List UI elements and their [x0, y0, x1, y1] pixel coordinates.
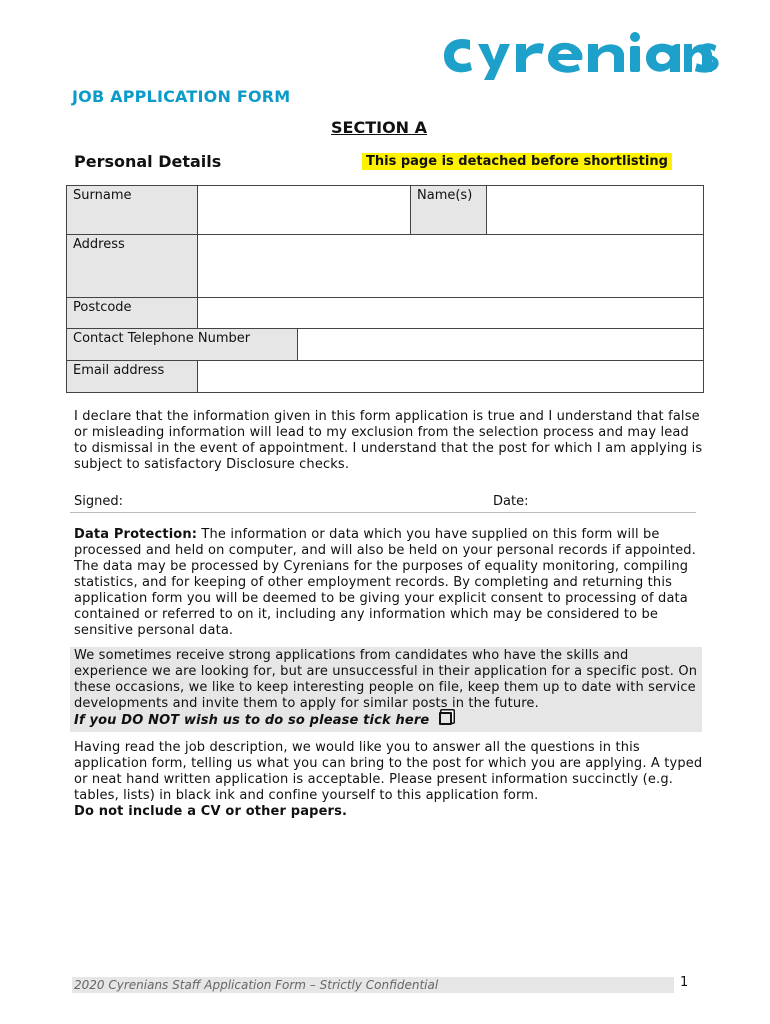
personal-details-heading: Personal Details — [74, 152, 222, 171]
strong-applications-text: We sometimes receive strong applications from candidates who have the skills and experience we are looking for, but are unsuccessful in their application for a specific post. On these occasions, we like to keep interesting people on file, keep them up to date with service developments and invite them to apply for similar posts in the future. — [74, 648, 698, 711]
surname-field[interactable] — [198, 186, 411, 235]
date-label: Date: — [493, 494, 529, 509]
section-title: SECTION A — [331, 118, 428, 137]
strong-applications-section — [74, 648, 702, 729]
postcode-label: Postcode — [67, 298, 198, 329]
email-label: Email address — [67, 361, 198, 392]
phone-field[interactable] — [298, 329, 703, 361]
instructions-section — [74, 740, 704, 820]
address-label: Address — [67, 235, 198, 298]
signed-label: Signed: — [74, 494, 123, 509]
personal-details-table — [66, 185, 704, 393]
signature-line[interactable] — [70, 512, 696, 513]
page-number: 1 — [680, 975, 689, 990]
data-protection-text — [74, 527, 704, 639]
cyrenians-logo — [440, 28, 722, 84]
page-footer: 2020 Cyrenians Staff Application Form – Strictly Confidential — [72, 977, 674, 993]
surname-label: Surname — [67, 186, 198, 235]
names-field[interactable] — [487, 186, 703, 235]
opt-out-checkbox[interactable] — [439, 712, 452, 725]
no-cv-notice: Do not include a CV or other papers. — [74, 804, 348, 819]
phone-label: Contact Telephone Number — [67, 329, 298, 361]
detached-note: This page is detached before shortlisting — [362, 153, 672, 170]
address-field[interactable] — [198, 235, 703, 298]
tick-line-text: If you DO NOT wish us to do so please tick here — [74, 713, 430, 728]
form-title: JOB APPLICATION FORM — [72, 87, 291, 106]
data-protection-label: Data Protection: — [74, 527, 198, 542]
data-protection-body: The information or data which you have supplied on this form will be processed and held on computer, and will also be held on your personal records if appointed. The data may be processed by Cyrenians for the purposes of equality monitoring, compiling statistics, and for keeping of other employment records. By completing and returning this application form you will be deemed to be giving your explicit consent to processing of data contained or referred to on it, including any information which may be considered to be sensitive personal data. — [74, 527, 696, 638]
tick-line — [74, 712, 702, 729]
instructions-text: Having read the job description, we would like you to answer all the questions in this application form, telling us what you can bring to the post for which you are applying. A typed or neat hand written application is acceptable. Please present information succinctly (e.g. tables, lists) in black ink and confine yourself to this application form. — [74, 740, 703, 803]
names-label: Name(s) — [411, 186, 487, 235]
email-field[interactable] — [198, 361, 703, 392]
declaration-text: I declare that the information given in this form application is true and I understand that false or misleading information will lead to my exclusion from the selection process and may lead to dismissal in the event of appointment. I understand that the post for which I am applying is subject to satisfactory Disclosure checks. — [74, 409, 703, 472]
postcode-field[interactable] — [198, 298, 703, 329]
